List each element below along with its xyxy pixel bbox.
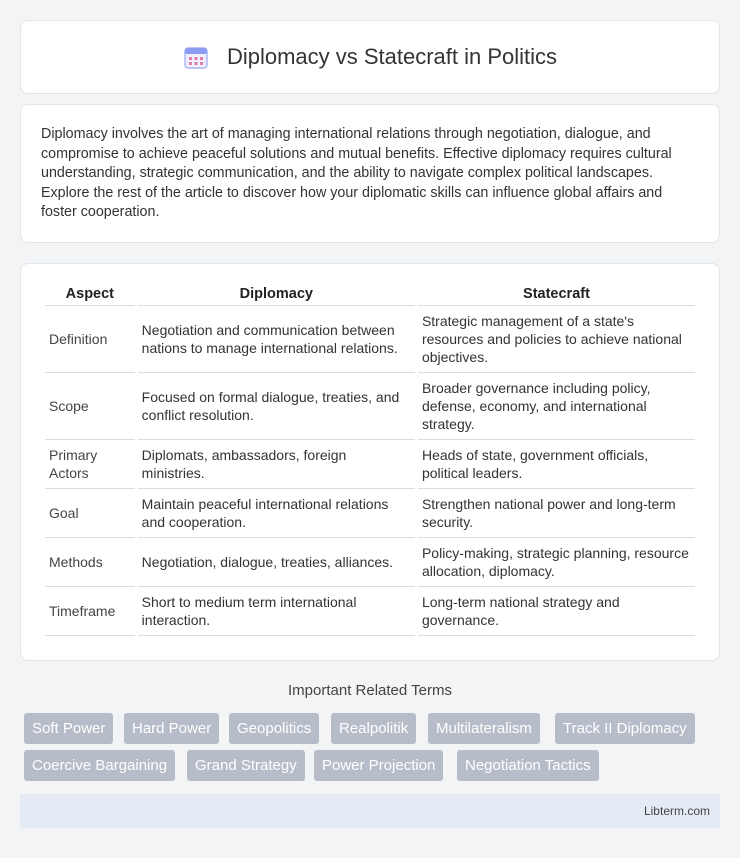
related-terms-title: Important Related Terms	[288, 682, 452, 699]
intro-card	[20, 104, 720, 243]
page-title: Diplomacy vs Statecraft in Politics	[226, 44, 558, 69]
term-tag-soft-power[interactable]: Soft Power	[24, 713, 113, 744]
calendar-icon	[183, 44, 209, 70]
cell-diplomacy: Negotiation, dialogue, treaties, alliances.	[138, 538, 415, 587]
term-tag-track-ii-diplomacy[interactable]: Track II Diplomacy	[555, 713, 695, 744]
footer	[20, 794, 720, 828]
cell-aspect: Definition	[45, 306, 135, 373]
term-tag-coercive-bargaining[interactable]: Coercive Bargaining	[24, 750, 175, 781]
table-row	[45, 373, 695, 440]
table-row	[45, 489, 695, 538]
comparison-table	[42, 284, 698, 636]
comparison-table-card	[20, 263, 720, 661]
cell-diplomacy: Negotiation and communication between nations to manage international relations.	[138, 306, 415, 373]
term-tag-negotiation-tactics[interactable]: Negotiation Tactics	[457, 750, 599, 781]
header-statecraft: Statecraft	[418, 284, 695, 306]
cell-statecraft: Long-term national strategy and governance.	[418, 587, 695, 636]
table-row	[45, 440, 695, 489]
cell-statecraft: Strategic management of a state's resources and policies to achieve national objectives.	[418, 306, 695, 373]
footer-site-link[interactable]: Libterm.com	[643, 804, 710, 818]
cell-statecraft: Policy-making, strategic planning, resource allocation, diplomacy.	[418, 538, 695, 587]
cell-statecraft: Strengthen national power and long-term security.	[418, 489, 695, 538]
cell-aspect: Scope	[45, 373, 135, 440]
term-tag-grand-strategy[interactable]: Grand Strategy	[187, 750, 305, 781]
intro-paragraph: Diplomacy involves the art of managing international relations through negotiation, dialogue, and compromise to achieve peaceful solutions and mutual benefits. Effective diplomacy requires cultural understanding, strategic communication, and the ability to navigate complex political landscapes. Explore the rest of the article to discover how your diplomatic skills can influence global affairs and foster cooperation.	[41, 126, 672, 220]
cell-diplomacy: Maintain peaceful international relations and cooperation.	[138, 489, 415, 538]
cell-diplomacy: Diplomats, ambassadors, foreign ministries.	[138, 440, 415, 489]
header-aspect: Aspect	[45, 284, 135, 306]
cell-diplomacy: Focused on formal dialogue, treaties, and conflict resolution.	[138, 373, 415, 440]
term-tag-geopolitics[interactable]: Geopolitics	[229, 713, 319, 744]
cell-aspect: Methods	[45, 538, 135, 587]
title-card	[20, 20, 720, 94]
term-tag-realpolitik[interactable]: Realpolitik	[331, 713, 416, 744]
table-header-row	[45, 284, 695, 306]
table-row	[45, 306, 695, 373]
cell-statecraft: Broader governance including policy, defense, economy, and international strategy.	[418, 373, 695, 440]
table-row	[45, 538, 695, 587]
header-diplomacy: Diplomacy	[138, 284, 415, 306]
cell-statecraft: Heads of state, government officials, political leaders.	[418, 440, 695, 489]
cell-aspect: Timeframe	[45, 587, 135, 636]
term-tag-hard-power[interactable]: Hard Power	[124, 713, 219, 744]
table-row	[45, 587, 695, 636]
cell-aspect: Primary Actors	[45, 440, 135, 489]
term-tag-power-projection[interactable]: Power Projection	[314, 750, 443, 781]
cell-aspect: Goal	[45, 489, 135, 538]
cell-diplomacy: Short to medium term international interaction.	[138, 587, 415, 636]
term-tag-multilateralism[interactable]: Multilateralism	[428, 713, 540, 744]
